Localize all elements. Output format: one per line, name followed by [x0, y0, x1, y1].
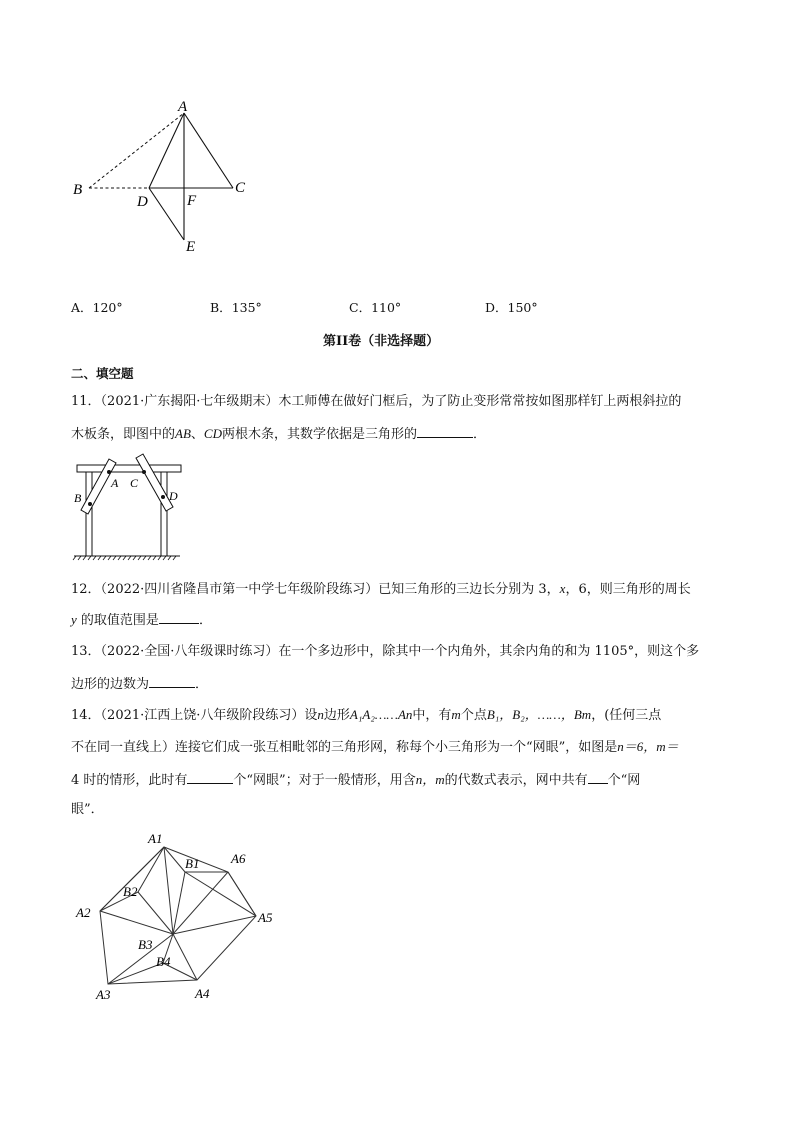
- q14-line2: 不在同一直线上）连接它们成一张互相毗邻的三角形网，称每个小三角形为一个“网眼”，如图是n＝6，m＝: [71, 739, 679, 755]
- door-top-beam: [77, 465, 181, 472]
- nail-a: [107, 470, 111, 474]
- door-left-post: [86, 472, 92, 556]
- mesh-label-a3: A3: [96, 987, 111, 1002]
- option-d[interactable]: D．150°: [485, 300, 538, 315]
- option-a[interactable]: A．120°: [71, 300, 123, 315]
- part-title: 第II卷（非选择题）: [323, 334, 440, 349]
- label-d: D: [137, 194, 148, 210]
- mesh-label-b2: B2: [123, 884, 138, 899]
- q14-line1: 14．（2021·江西上饶·八年级阶段练习）设n边形A₁A₂……An中，有m个点B₁，B₂，……，Bm，(任何三点: [71, 707, 662, 723]
- figure-triangle-abc: [60, 95, 280, 265]
- option-b[interactable]: B．135°: [210, 300, 262, 315]
- mesh-label-a5: A5: [258, 910, 273, 925]
- door-label-c: C: [130, 476, 139, 490]
- label-f: F: [187, 193, 197, 209]
- segment-ac: [184, 113, 233, 188]
- label-a: A: [178, 99, 188, 115]
- q12-line1: 12．（2022·四川省隆昌市第一中学七年级阶段练习）已知三角形的三边长分别为 3，x，6，则三角形的周长: [71, 581, 691, 597]
- section-title: 二、填空题: [71, 366, 134, 381]
- q14-answer-blank-1[interactable]: [187, 770, 233, 784]
- nail-d: [161, 495, 165, 499]
- figure-door-frame: [72, 452, 192, 562]
- q14-line4: 眼”．: [71, 802, 104, 817]
- q12-answer-blank[interactable]: [159, 610, 199, 624]
- figure-triangle-mesh: [70, 825, 285, 1010]
- q11-answer-blank[interactable]: [417, 424, 473, 438]
- q13-answer-blank[interactable]: [149, 674, 195, 688]
- nail-c: [142, 470, 146, 474]
- mesh-label-a1: A1: [148, 831, 163, 846]
- door-label-a: A: [111, 476, 119, 490]
- option-c[interactable]: C．110°: [349, 300, 402, 315]
- q11-line1: 11．（2021·广东揭阳·七年级期末）木工师傅在做好门框后，为了防止变形常常按如图那样钉上两根斜拉的: [71, 394, 682, 409]
- dashed-line-ab: [89, 113, 184, 188]
- nail-b: [88, 502, 92, 506]
- door-label-d: D: [169, 489, 178, 503]
- ground-hatch: [73, 556, 176, 560]
- segment-ad: [149, 113, 184, 188]
- q13-line2: 边形的边数为 ．: [71, 674, 208, 694]
- q12-line2: y 的取值范围是 ．: [71, 612, 212, 628]
- q13-line1: 13．（2022·全国·八年级课时练习）在一个多边形中，除其中一个内角外，其余内角的和为 1105°，则这个多: [71, 644, 700, 659]
- mesh-label-b3: B3: [138, 937, 153, 952]
- mesh-label-a4: A4: [195, 986, 210, 1001]
- label-b: B: [73, 182, 83, 198]
- q14-line3: 4 时的情形，此时有 个“网眼”；对于一般情形，用含n，m的代数式表示，网中共有 个“网: [71, 772, 641, 788]
- mesh-label-a6: A6: [231, 851, 246, 866]
- mesh-label-b1: B1: [185, 856, 200, 871]
- q14-answer-blank-2[interactable]: [588, 770, 608, 784]
- segment-de: [149, 188, 184, 240]
- mesh-lines: [100, 847, 256, 984]
- label-c: C: [235, 180, 246, 196]
- q11-line2: 木板条，即图中的AB、CD两根木条，其数学依据是三角形的 ．: [71, 426, 487, 442]
- door-label-b: B: [74, 491, 82, 505]
- mesh-label-b4: B4: [156, 954, 171, 969]
- door-right-post: [161, 472, 167, 556]
- label-e: E: [186, 239, 196, 255]
- mesh-label-a2: A2: [76, 905, 91, 920]
